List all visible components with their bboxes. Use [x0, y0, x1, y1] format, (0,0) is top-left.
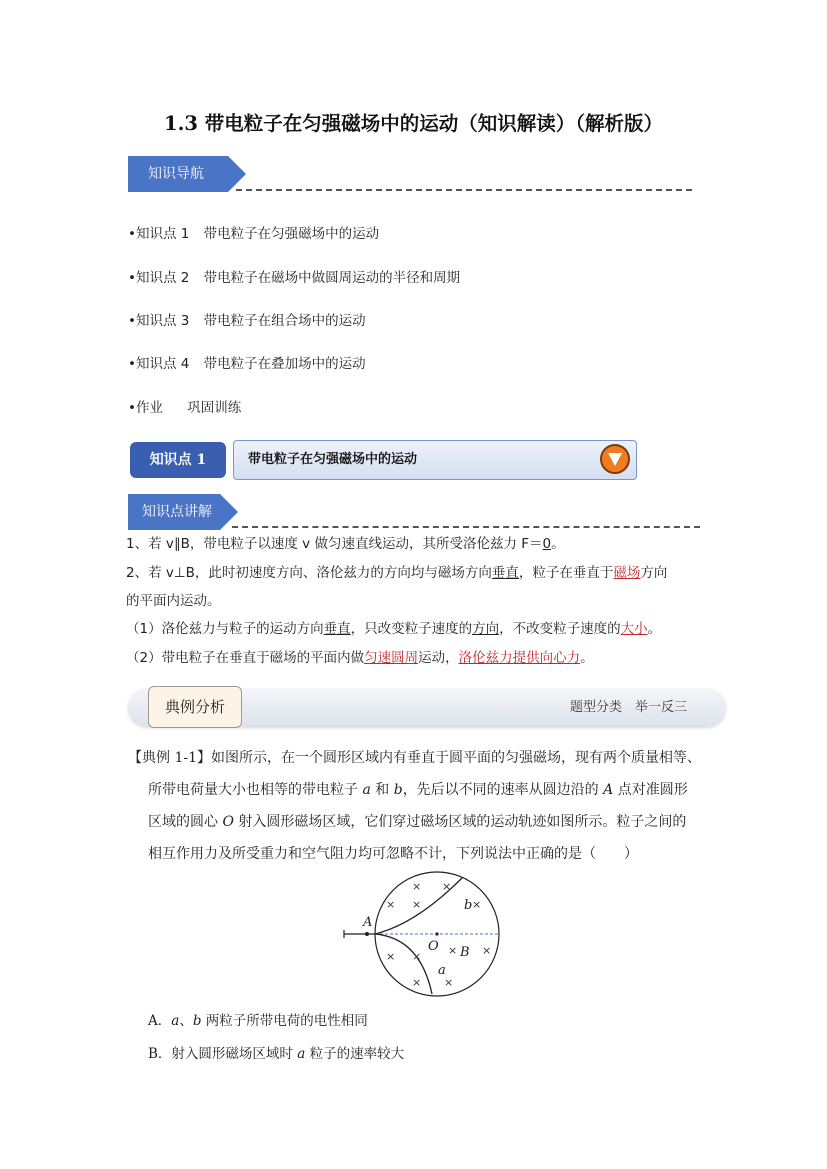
magnetic-field-diagram	[336, 868, 506, 1000]
toc-item-3	[128, 309, 366, 329]
toc-item-2	[128, 266, 460, 286]
variable: b	[393, 782, 403, 798]
text: ，粒子在垂直于	[518, 565, 614, 581]
text: 。	[647, 621, 662, 637]
underlined-answer: 方向	[472, 621, 500, 637]
text: ，先后以不同的速率从圆边沿的	[402, 782, 604, 798]
example-line-2	[148, 774, 688, 806]
divider	[232, 526, 700, 528]
page-title: 1.3 带电粒子在匀强磁场中的运动（知识解读）（解析版）	[164, 112, 663, 135]
toc-text: 带电粒子在磁场中做圆周运动的半径和周期	[203, 270, 461, 286]
example-line-1: 【典例 1-1】如图所示，在一个圆形区域内有垂直于圆平面的匀强磁场，现有两个质量相等、	[128, 750, 701, 766]
text: 运动，	[418, 650, 459, 666]
example-line-3	[148, 806, 686, 838]
variable: a	[362, 782, 371, 798]
variable: a	[171, 1013, 180, 1029]
expand-triangle-icon[interactable]	[600, 444, 630, 474]
explain-banner-label: 知识点讲解	[142, 504, 212, 520]
text: （2）带电粒子在垂直于磁场的平面内做	[126, 650, 365, 666]
toc-item-1	[128, 222, 379, 242]
toc-bullet: •知识点 4	[128, 356, 190, 372]
text: 两粒子所带电荷的电性相同	[201, 1013, 368, 1029]
text: 1、若 v∥B，带电粒子以速度 v 做匀速直线运动，其所受洛伦兹力 F＝	[126, 536, 543, 552]
text: B．射入圆形磁场区域时	[148, 1046, 298, 1062]
cross-mark: ×	[412, 880, 422, 893]
cross-mark: ×	[412, 950, 422, 963]
toc-text: 巩固训练	[187, 400, 242, 416]
toc-bullet: •知识点 1	[128, 226, 190, 242]
label-o: O	[428, 939, 439, 954]
point-1	[126, 530, 565, 559]
cross-mark: ×	[448, 944, 458, 957]
subpoint-2	[126, 644, 594, 673]
point-a-dot	[365, 932, 369, 936]
subpoint-1	[126, 615, 661, 644]
text: 和	[370, 782, 394, 798]
toc-text: 带电粒子在叠加场中的运动	[203, 356, 366, 372]
cross-mark: ×	[442, 880, 452, 893]
label-b-region: B	[460, 945, 470, 960]
text: 射入圆形磁场区域，它们穿过磁场区域的运动轨迹如图所示。粒子之间的	[233, 814, 687, 830]
divider	[236, 189, 692, 191]
underlined-answer: 大小	[620, 621, 648, 637]
cross-mark: ×	[412, 898, 422, 911]
option-a[interactable]	[148, 1009, 368, 1029]
nav-banner-label: 知识导航	[148, 166, 204, 182]
toc-item-5	[128, 396, 241, 416]
cross-mark: ×	[482, 944, 492, 957]
text: 方向	[640, 565, 668, 581]
nav-banner	[128, 156, 248, 192]
explain-banner	[128, 494, 248, 530]
underlined-answer: 匀速圆周	[364, 650, 419, 666]
cross-mark: ×	[472, 898, 482, 911]
variable: b	[192, 1013, 202, 1029]
point-2	[126, 559, 667, 588]
cross-mark: ×	[386, 950, 396, 963]
text: 。	[551, 536, 565, 552]
underlined-answer: 洛伦兹力提供向心力	[458, 650, 581, 666]
toc-bullet: •知识点 2	[128, 270, 190, 286]
variable: O	[222, 814, 234, 830]
label-a-trajectory: a	[438, 963, 446, 978]
kp-title-bar	[233, 440, 637, 480]
toc-text: 带电粒子在匀强磁场中的运动	[203, 226, 380, 242]
kp-number-badge: 知识点 1	[130, 442, 226, 478]
text: 2、若 v⊥B，此时初速度方向、洛伦兹力的方向均与磁场方向	[126, 565, 492, 581]
text: 点对准圆形	[613, 782, 688, 798]
variable: a	[297, 1046, 306, 1062]
example-tab: 典例分析	[148, 686, 242, 728]
point-2-cont: 的平面内运动。	[126, 593, 221, 609]
label-b-trajectory: b	[464, 898, 473, 913]
text: 。	[580, 650, 594, 666]
example-line-4: 相互作用力及所受重力和空气阻力均可忽略不计，下列说法中正确的是（ ）	[148, 846, 638, 862]
cross-mark: ×	[444, 976, 454, 989]
text: 所带电荷量大小也相等的带电粒子	[148, 782, 363, 798]
toc-bullet: •作业	[128, 400, 163, 416]
underlined-answer: 垂直	[491, 565, 519, 581]
option-b[interactable]	[148, 1042, 404, 1062]
text: 、	[179, 1013, 193, 1029]
text: 粒子的速率较大	[305, 1046, 405, 1062]
kp-title: 带电粒子在匀强磁场中的运动	[248, 452, 418, 467]
variable: A	[603, 782, 614, 798]
text: 区域的圆心	[148, 814, 223, 830]
example-subtitle: 题型分类 举一反三	[569, 700, 687, 715]
toc-text: 带电粒子在组合场中的运动	[203, 313, 366, 329]
underlined-answer: 磁场	[613, 565, 641, 581]
cross-mark: ×	[386, 898, 396, 911]
option-letter: A．	[148, 1013, 172, 1029]
text: ，只改变粒子速度的	[350, 621, 473, 637]
trajectory-a	[375, 934, 432, 994]
text: （1）洛伦兹力与粒子的运动方向	[126, 621, 324, 637]
toc-item-4	[128, 352, 366, 372]
label-a-point: A	[363, 915, 373, 930]
center-dot	[435, 932, 438, 935]
underlined-answer: 垂直	[323, 621, 351, 637]
text: ，不改变粒子速度的	[499, 621, 621, 637]
cross-mark: ×	[412, 976, 422, 989]
underlined-answer: 0	[542, 536, 552, 552]
toc-bullet: •知识点 3	[128, 313, 190, 329]
